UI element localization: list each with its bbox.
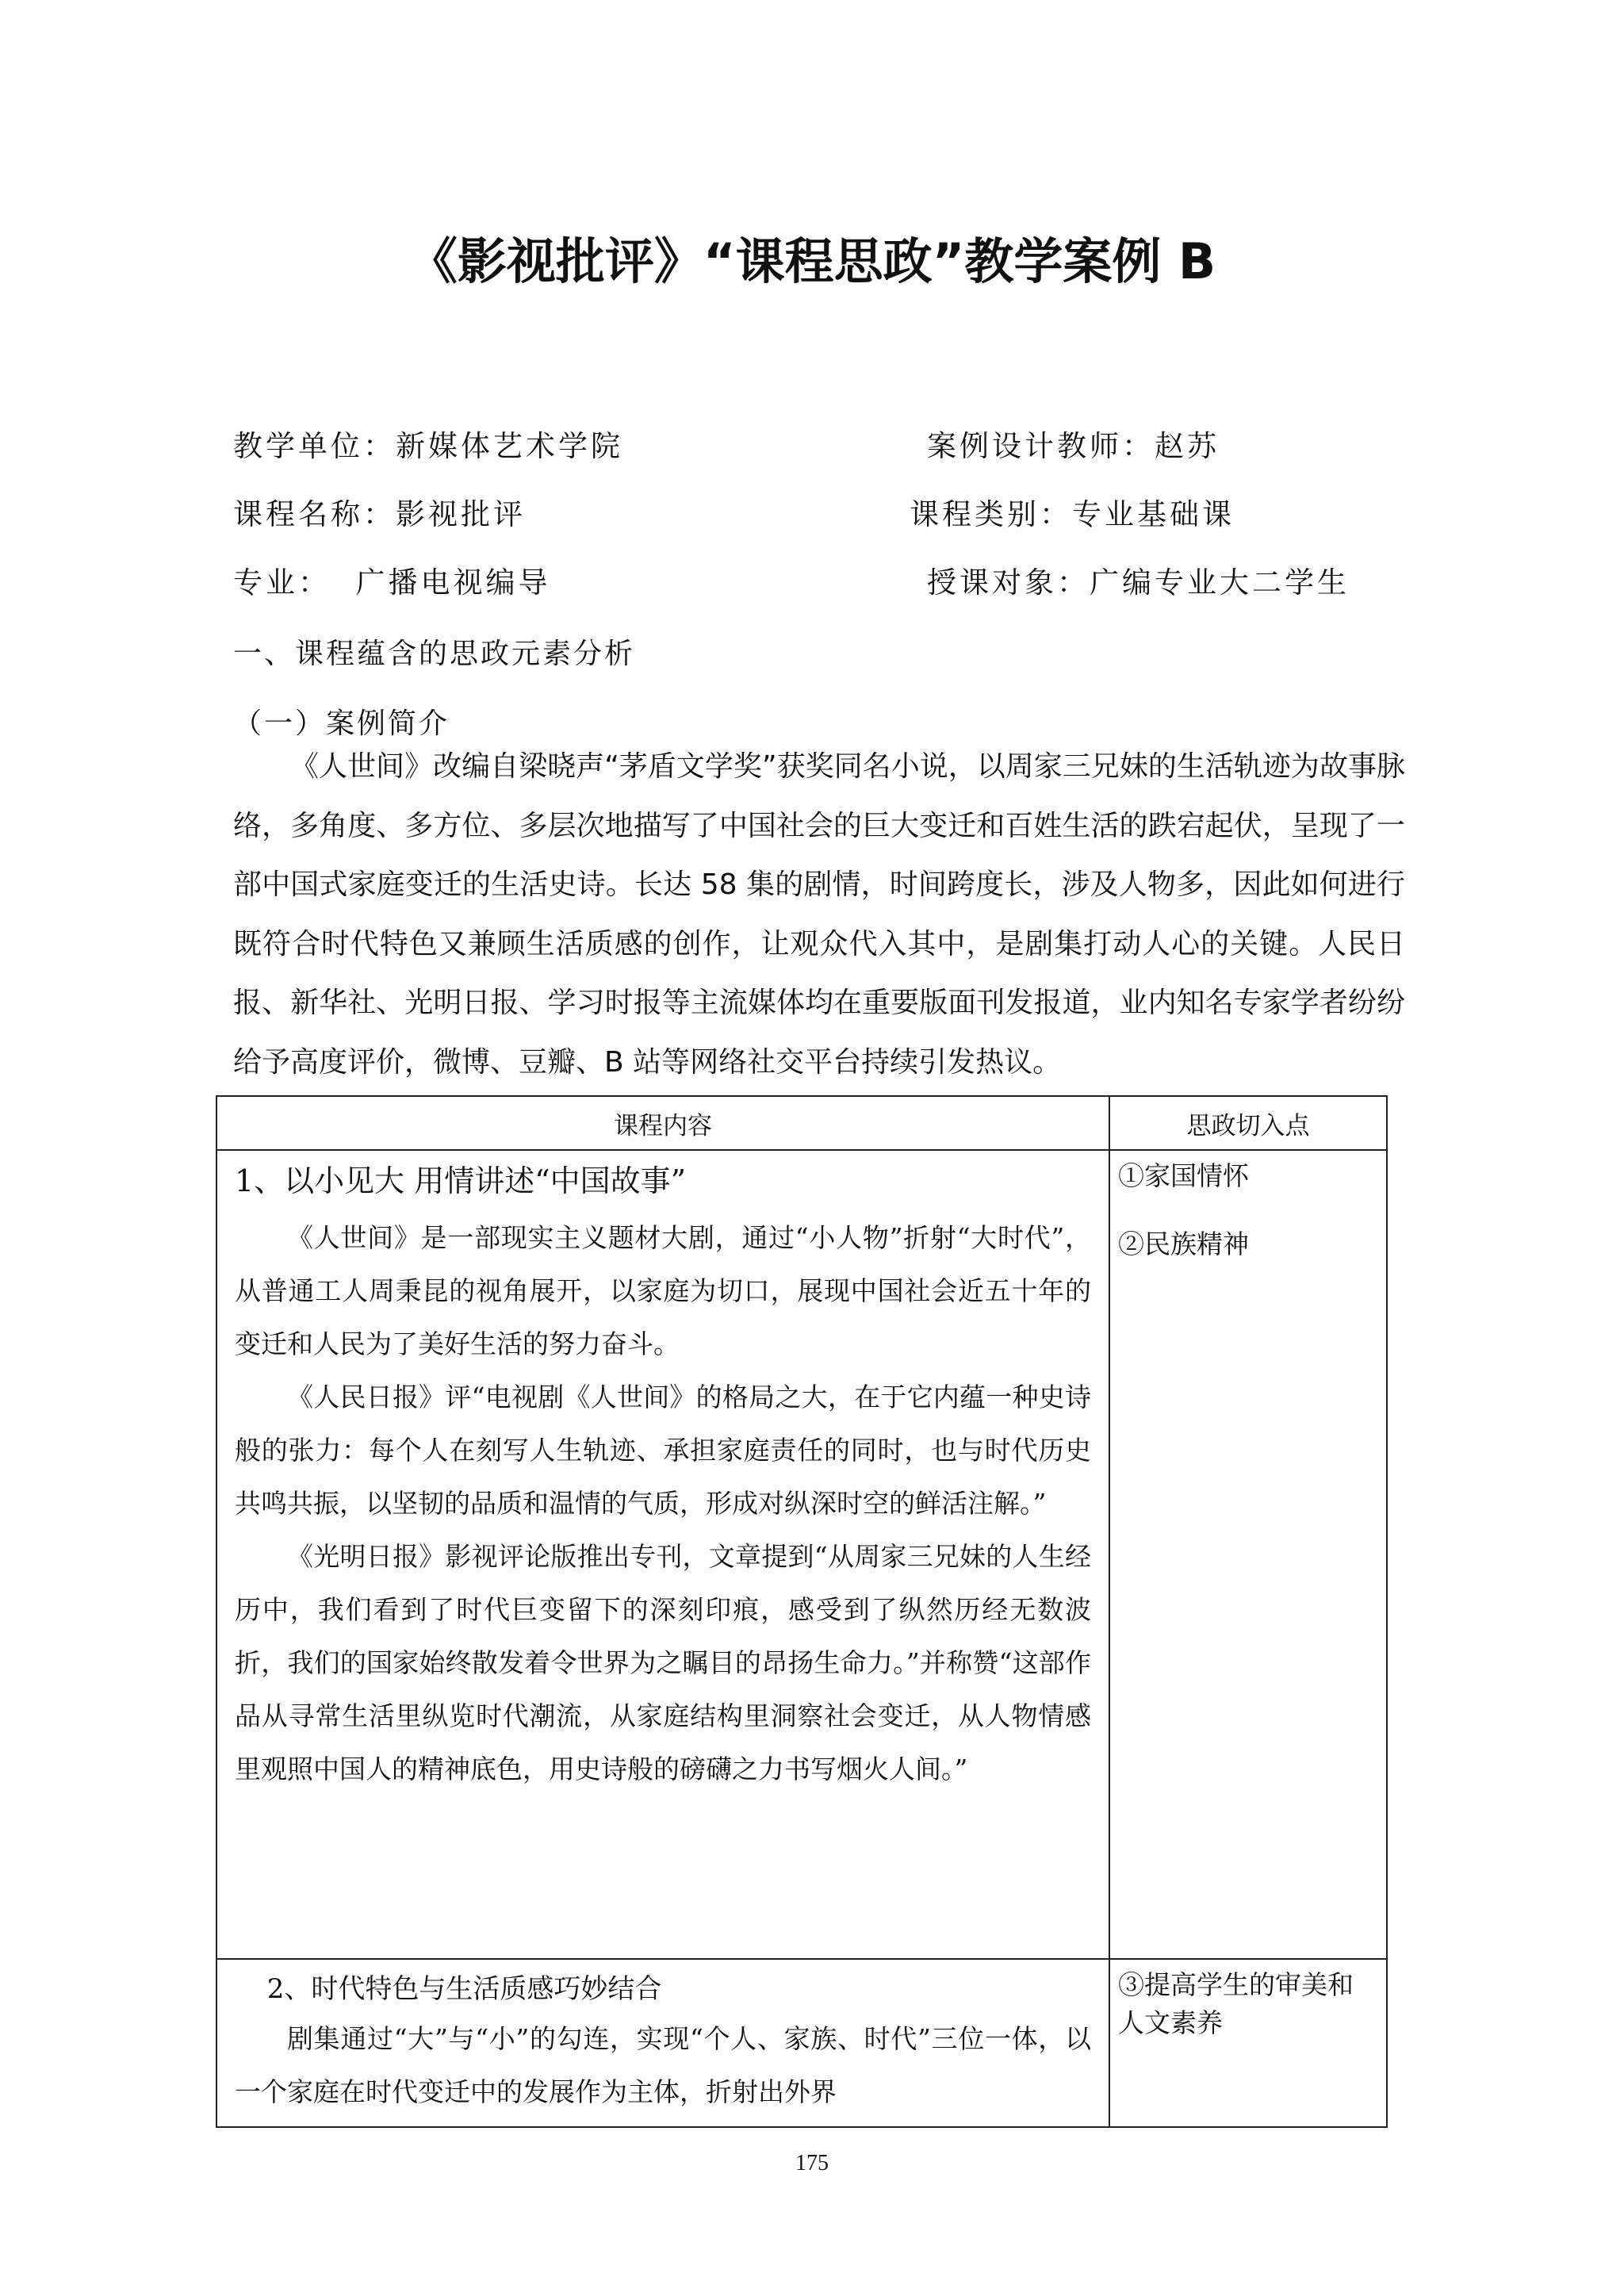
content-paragraph: 《人世间》是一部现实主义题材大剧，通过“小人物”折射“大时代”，从普通工人周秉昆的视角展开，以家庭为切口，展现中国社会近五十年的变迁和人民为了美好生活的努力奋斗。 [235, 1222, 1091, 1359]
page-number: 175 [795, 2151, 829, 2175]
audience: 授课对象：广编专业大二学生 [927, 565, 1350, 600]
subsection-heading: （一）案例简介 [233, 707, 450, 740]
header-course-content: 课程内容 [216, 1096, 1109, 1150]
row-heading: 1、以小见大 用情讲述“中国故事” [235, 1163, 687, 1198]
case-intro-paragraph: 《人世间》改编自梁晓声“茅盾文学奖”获奖同名小说，以周家三兄妹的生活轨迹为故事脉络，多角度、多方位、多层次地描写了中国社会的巨大变迁和百姓生活的跌宕起伏，呈现了一部中国式家庭变迁的生活史诗。长达 58 集的剧情，时间跨度长，涉及人物多，因此如何进行既符合时代特色又兼顾生活质感的创作，让观众代入其中，是剧集打动人心的关键。人民日报、新华社、光明日报、学习时报等主流媒体均在重要版面刊发报道，业内知名专家学者纷纷给予高度评价，微博、豆瓣、B 站等网络社交平台持续引发热议。 [233, 750, 1405, 1079]
page-title: 《影视批评》“课程思政”教学案例 B [408, 232, 1216, 290]
table-header-row [216, 1096, 1387, 1150]
course-name: 课程名称：影视批评 [233, 497, 526, 531]
teaching-unit: 教学单位：新媒体艺术学院 [233, 429, 623, 463]
content-paragraph: 《人民日报》评“电视剧《人世间》的格局之大，在于它内蕴一种史诗般的张力：每个人在刻写人生轨迹、承担家庭责任的同时，也与时代历史共鸣共振，以坚韧的品质和温情的气质，形成对纵深时空的鲜活注解。” [235, 1382, 1091, 1519]
major: 专业： 广播电视编导 [233, 565, 551, 600]
content-cell [216, 1150, 1109, 1959]
content-paragraph: 剧集通过“大”与“小”的勾连，实现“个人、家族、时代”三位一体，以一个家庭在时代变迁中的发展作为主体，折射出外界 [235, 2023, 1091, 2107]
points-cell [1109, 1959, 1387, 2127]
course-category: 课程类别：专业基础课 [910, 497, 1235, 531]
table-row [216, 1959, 1387, 2127]
point-item: ②民族精神 [1118, 1228, 1249, 1259]
points-cell [1109, 1150, 1387, 1959]
section-heading: 一、课程蕴含的思政元素分析 [233, 638, 636, 670]
content-paragraph: 《光明日报》影视评论版推出专刊，文章提到“从周家三兄妹的人生经历中，我们看到了时代巨变留下的深刻印痕，感受到了纵然历经无数波折，我们的国家始终散发着令世界为之瞩目的昂扬生命力。”并称赞“这部作品从寻常生活里纵览时代潮流，从家庭结构里洞察社会变迁，从人物情感里观照中国人的精神底色，用史诗般的磅礴之力书写烟火人间。” [235, 1541, 1091, 1784]
row-heading: 2、时代特色与生活质感巧妙结合 [266, 1973, 662, 2005]
course-content-table [216, 1095, 1388, 2128]
point-item: ③提高学生的审美和人文素养 [1118, 1969, 1354, 2038]
content-cell [216, 1959, 1109, 2127]
table-row [216, 1150, 1387, 1959]
case-teacher: 案例设计教师：赵苏 [927, 429, 1220, 463]
point-item: ①家国情怀 [1118, 1160, 1249, 1191]
header-ideological-points: 思政切入点 [1109, 1096, 1387, 1150]
